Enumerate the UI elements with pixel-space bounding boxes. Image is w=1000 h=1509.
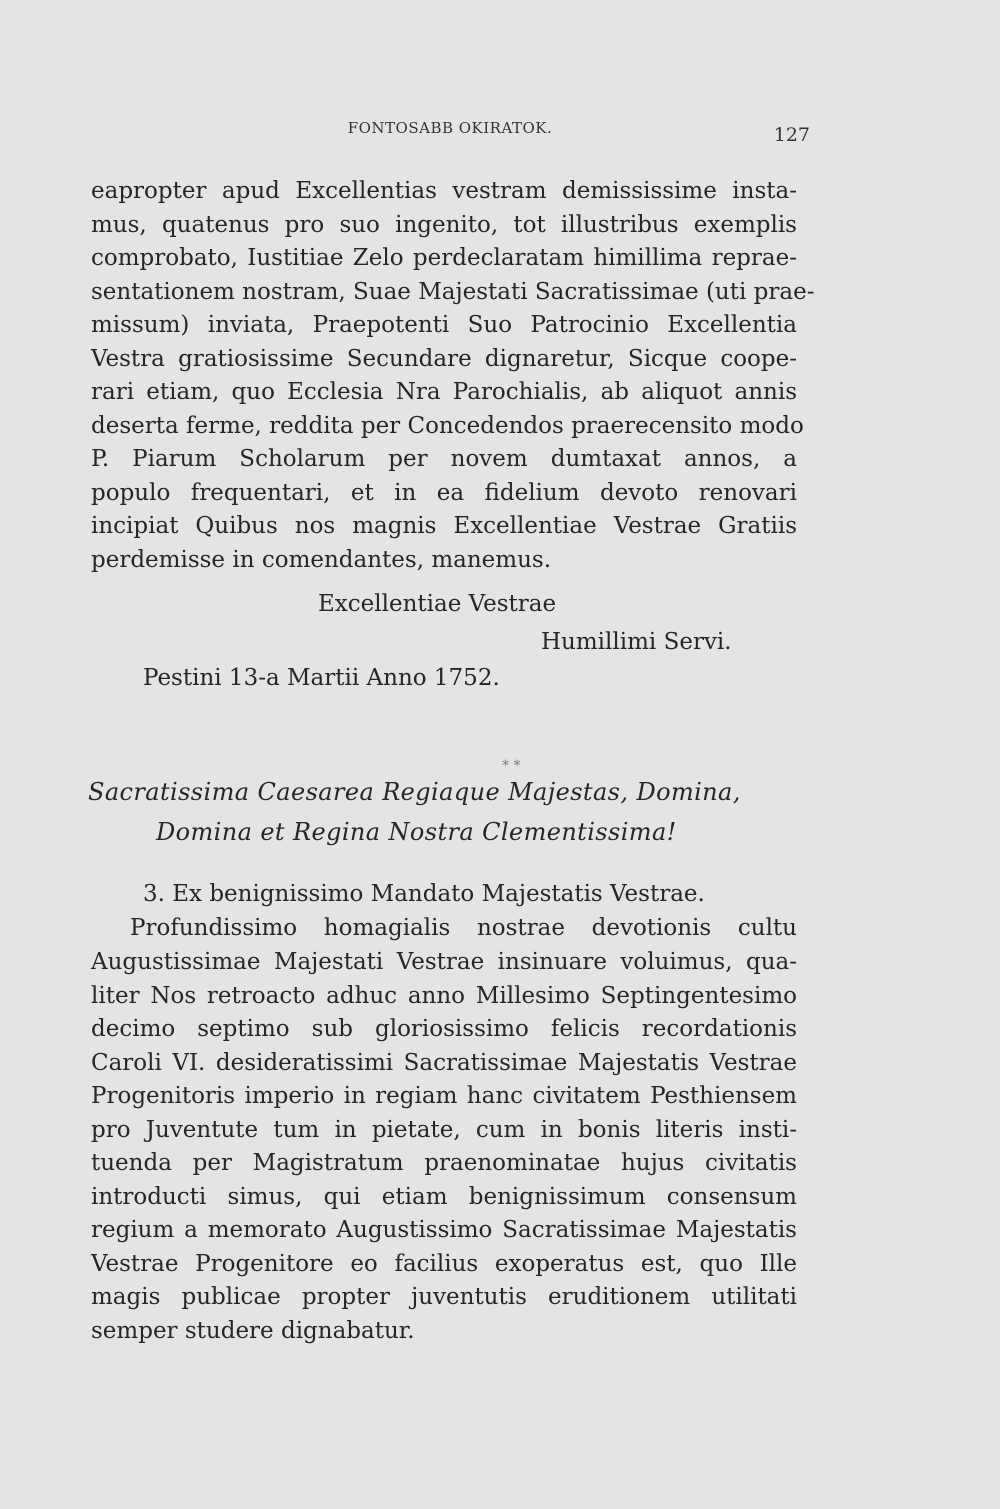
text-line: Progenitoris imperio in regiam hanc civitatem Pesthiensem [91, 1083, 797, 1109]
running-header: FONTOSABB OKIRATOK. [347, 119, 553, 137]
text-line: Vestra gratiosissime Secundare dignaretur, Sicque coope- [91, 346, 797, 372]
text-line: tuenda per Magistratum praenominatae hujus civitatis [91, 1150, 797, 1176]
text-line: magis publicae propter juventutis eruditionem utilitati [91, 1284, 797, 1310]
text-line: eapropter apud Excellentias vestram demississime insta- [91, 178, 797, 204]
text-line: P. Piarum Scholarum per novem dumtaxat annos, a [91, 446, 797, 472]
text-line: comprobato, Iustitiae Zelo perdeclaratam himillima reprae- [91, 245, 797, 271]
text-line: liter Nos retroacto adhuc anno Millesimo Septingentesimo [91, 983, 797, 1009]
closing-formula: Excellentiae Vestrae [318, 591, 557, 617]
section-divider: * * [502, 758, 521, 774]
text-line: semper studere dignabatur. [91, 1318, 415, 1344]
text-line: missum) inviata, Praepotenti Suo Patrocinio Excellentia [91, 312, 797, 338]
salutation-line: Sacratissima Caesarea Regiaque Majestas, Domina, [88, 778, 741, 806]
text-line: perdemisse in comendantes, manemus. [91, 547, 552, 573]
text-line: deserta ferme, reddita per Concedendos praerecensito modo [91, 413, 804, 439]
document-heading: 3. Ex benignissimo Mandato Majestatis Vestrae. [143, 881, 705, 907]
text-line: populo frequentari, et in ea fidelium devoto renovari [91, 480, 797, 506]
text-line: incipiat Quibus nos magnis Excellentiae Vestrae Gratiis [91, 513, 797, 539]
text-line: pro Juventute tum in pietate, cum in bonis literis insti- [91, 1117, 797, 1143]
signature-line: Humillimi Servi. [541, 629, 732, 655]
text-line: decimo septimo sub gloriosissimo felicis recordationis [91, 1016, 797, 1042]
salutation-line: Domina et Regina Nostra Clementissima! [156, 818, 677, 846]
date-line: Pestini 13-a Martii Anno 1752. [143, 665, 500, 691]
text-line: Caroli VI. desideratissimi Sacratissimae Majestatis Vestrae [91, 1050, 797, 1076]
page-number: 127 [773, 124, 810, 146]
text-line: mus, quatenus pro suo ingenito, tot illustribus exemplis [91, 212, 797, 238]
text-line: Vestrae Progenitore eo facilius exoperatus est, quo Ille [91, 1251, 797, 1277]
text-line: introducti simus, qui etiam benignissimum consensum [91, 1184, 797, 1210]
text-line: regium a memorato Augustissimo Sacratissimae Majestatis [91, 1217, 797, 1243]
text-line: rari etiam, quo Ecclesia Nra Parochialis, ab aliquot annis [91, 379, 797, 405]
text-line: Augustissimae Majestati Vestrae insinuare voluimus, qua- [91, 949, 797, 975]
text-line: sentationem nostram, Suae Majestati Sacratissimae (uti prae- [91, 279, 815, 305]
text-line: Profundissimo homagialis nostrae devotionis cultu [130, 915, 797, 941]
